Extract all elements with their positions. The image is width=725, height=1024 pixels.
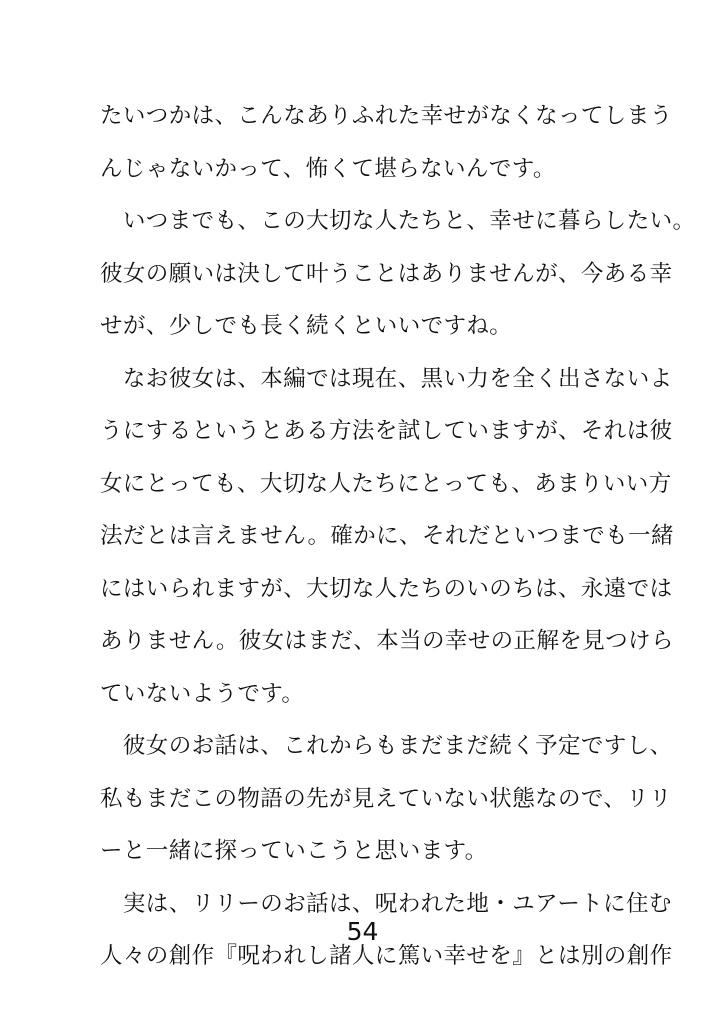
text-line: たいつかは、こんなありふれた幸せがなくなってしまう — [100, 103, 673, 129]
text-line: 人々の創作『呪われし諸人に篤い幸せを』とは別の創作 — [100, 943, 673, 969]
text-line: 実は、リリーのお話は、呪われた地・ユアートに住む — [100, 890, 672, 917]
body-text — [100, 90, 696, 983]
text-line: ーと一緒に探っていこうと思います。 — [100, 838, 488, 864]
text-line: 法だとは言えません。確かに、それだといつまでも一緒 — [100, 523, 674, 549]
text-line: ていないようです。 — [100, 680, 305, 707]
text-line: うにするというとある方法を試していますが、それは彼 — [100, 418, 673, 444]
text-line: にはいられますが、大切な人たちのいのちは、永遠では — [100, 575, 673, 602]
text-line: 彼女の願いは決して叶うことはありませんが、今ある幸 — [100, 260, 673, 287]
text-line: 私もまだこの物語の先が見えていない状態なので、リリ — [100, 785, 673, 812]
text-line: 彼女のお話は、これからもまだまだ続く予定ですし、 — [100, 733, 673, 759]
text-line: んじゃないかって、怖くて堪らないんです。 — [100, 155, 556, 182]
text-line: いつまでも、この大切な人たちと、幸せに暮らしたい。 — [100, 208, 696, 234]
text-line: せが、少しでも長く続くといいですね。 — [100, 313, 513, 339]
text-line: なお彼女は、本編では現在、黒い力を全く出さないよ — [100, 365, 673, 392]
page-number: 54 — [346, 917, 379, 946]
text-line: ありません。彼女はまだ、本当の幸せの正解を見つけら — [100, 628, 674, 654]
text-line: 女にとっても、大切な人たちにとっても、あまりいい方 — [100, 470, 672, 497]
